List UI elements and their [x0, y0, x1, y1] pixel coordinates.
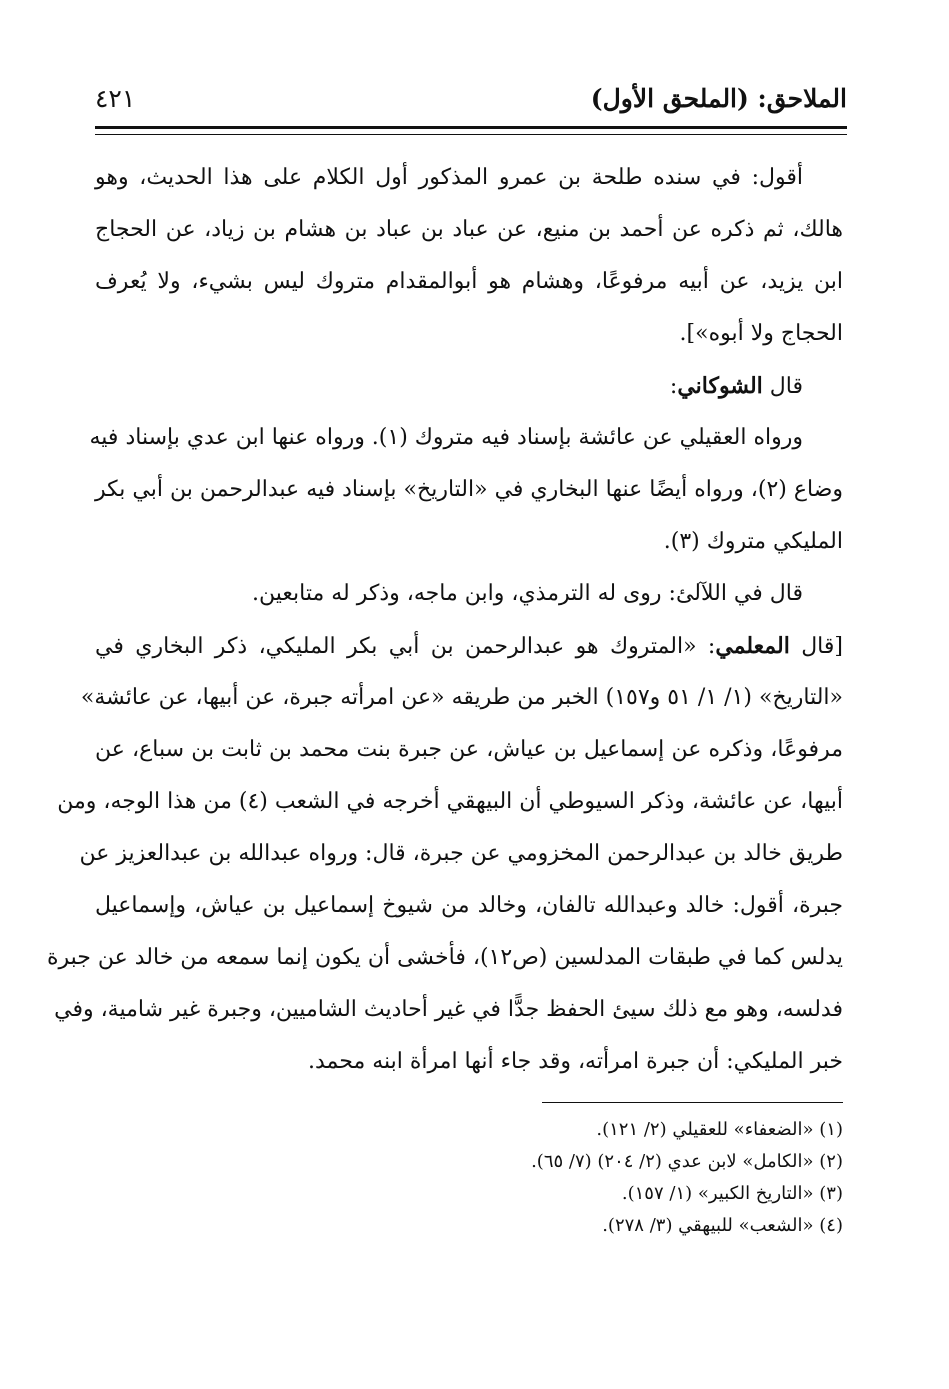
footnote: (٢) «الكامل» لابن عدي (٢/ ٢٠٤) (٧/ ٦٥).	[531, 1151, 843, 1172]
text-line: يدلس كما في طبقات المدلسين (ص١٢)، فأخشى أن يكون إنما سمعه من خالد عن جبرة	[47, 945, 843, 970]
text-line: مرفوعًا، وذكره عن إسماعيل بن عياش، عن جبرة بنت محمد بن ثابت بن سباع، عن	[95, 737, 843, 762]
text-line: فدلسه، وهو مع ذلك سيئ الحفظ جدًّا في غير أحاديث الشاميين، وجبرة غير شامية، وفي	[54, 997, 843, 1022]
text-line: ابن يزيد، عن أبيه مرفوعًا، وهشام هو أبوالمقدام متروك ليس بشيء، ولا يُعرف	[95, 269, 843, 294]
page-number: ٤٢١	[95, 84, 136, 113]
main-text	[47, 152, 843, 1088]
footnote: (٣) «التاريخ الكبير» (١/ ١٥٧).	[621, 1183, 843, 1204]
text-line: أقول: في سنده طلحة بن عمرو المذكور أول الكلام على هذا الحديث، وهو	[95, 165, 803, 190]
header-rule-thick	[95, 126, 847, 129]
text-line: أبيها، عن عائشة، وذكر السيوطي أن البيهقي أخرجه في الشعب (٤) من هذا الوجه، ومن	[57, 789, 843, 814]
speaker-prefix: قال	[762, 374, 803, 399]
text-line: طريق خالد بن عبدالرحمن المخزومي عن جبرة، قال: ورواه عبدالله بن عبدالعزيز عن	[79, 841, 843, 866]
text-line: المليكي متروك (٣).	[663, 529, 843, 554]
text-line: وضاع (٢)، ورواه أيضًا عنها البخاري في «التاريخ» بإسناد فيه عبدالرحمن بن أبي بكر	[95, 477, 843, 502]
text-line: هالك، ثم ذكره عن أحمد بن منيع، عن عباد بن عباد بن هشام بن زياد، عن الحجاج	[95, 217, 843, 242]
speaker-name: الشوكاني	[677, 373, 763, 399]
footnote-separator	[542, 1102, 843, 1103]
quote-prefix: [قال	[789, 634, 843, 659]
text-line: «التاريخ» (١/ ١/ ٥١ و١٥٧) الخبر من طريقه «عن امرأته جبرة، عن أبيها، عن عائشة»	[80, 685, 843, 710]
quote-start: : «المتروك هو عبدالرحمن بن أبي بكر المليكي، ذكر البخاري في	[95, 634, 716, 659]
speaker-suffix: :	[669, 374, 678, 399]
running-head: الملاحق: (الملحق الأول)	[590, 84, 847, 113]
text-line: قال في اللآلئ: روى له الترمذي، وابن ماجه، وذكر له متابعين.	[252, 581, 803, 606]
footnote: (٤) «الشعب» للبيهقي (٣/ ٢٧٨).	[602, 1215, 843, 1236]
page-header	[95, 84, 847, 124]
text-line	[95, 620, 843, 672]
speaker-heading	[95, 360, 843, 412]
header-rule-thin	[95, 134, 847, 135]
text-line: ورواه العقيلي عن عائشة بإسناد فيه متروك (١). ورواه عنها ابن عدي بإسناد فيه	[89, 425, 803, 450]
text-line: الحجاج ولا أبوه»].	[679, 321, 843, 346]
quote-author: المعلمي	[715, 633, 790, 659]
text-line: خبر المليكي: أن جبرة امرأته، وقد جاء أنها امرأة ابنه محمد.	[307, 1049, 843, 1074]
text-line: جبرة، أقول: خالد وعبدالله تالفان، وخالد من شيوخ إسماعيل بن عياش، وإسماعيل	[95, 893, 843, 918]
footnotes	[343, 1114, 843, 1242]
footnote: (١) «الضعفاء» للعقيلي (٢/ ١٢١).	[596, 1119, 843, 1140]
